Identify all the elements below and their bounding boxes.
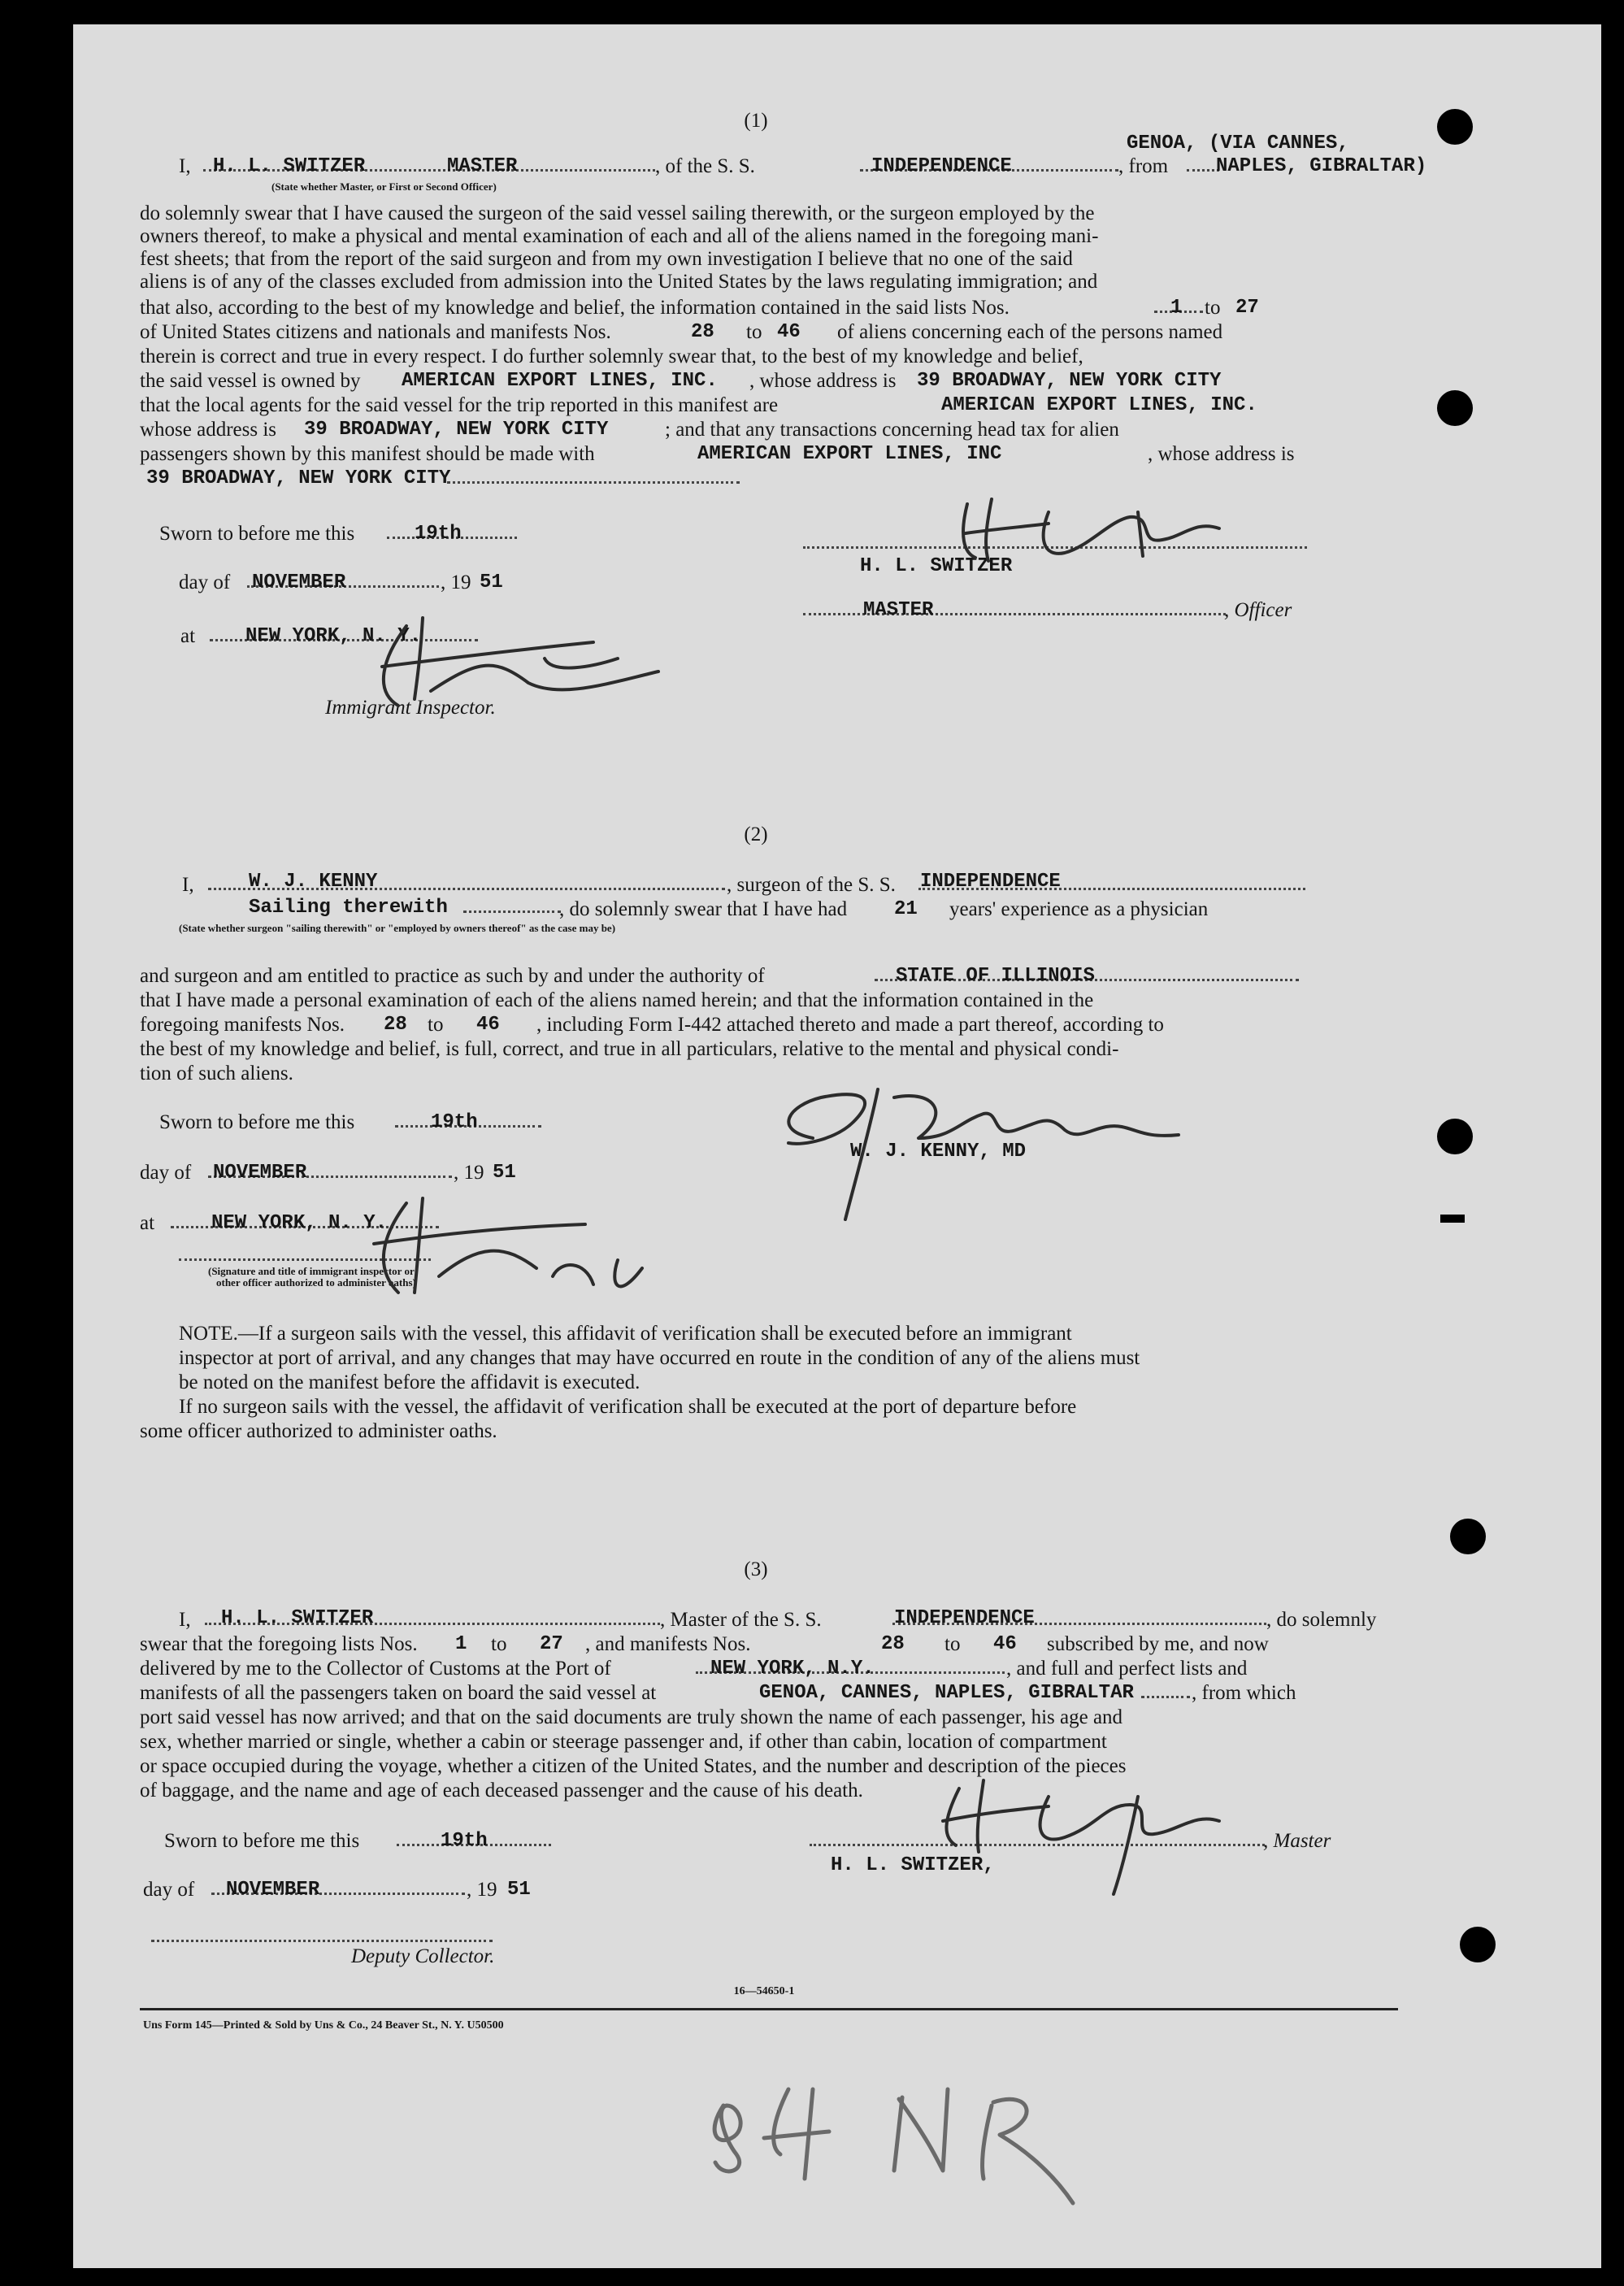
master-signature — [951, 488, 1260, 569]
s3-sworn-day: 19th — [441, 1830, 488, 1852]
section2-heading: (2) — [744, 824, 768, 845]
agents-address: 39 BROADWAY, NEW YORK CITY — [304, 419, 609, 441]
binder-hole — [1460, 1927, 1496, 1962]
s3-text: , and manifests Nos. — [585, 1633, 751, 1655]
s2-text: I, — [182, 874, 194, 896]
s1-text: , from — [1118, 155, 1169, 177]
s1-text: that the local agents for the said vessel for the trip reported in this manifest are — [140, 394, 779, 416]
footer-rule — [140, 2008, 1398, 2010]
s1-sworn-label: Sworn to before me this — [159, 523, 355, 545]
s1-body-line: do solemnly swear that I have caused the surgeon of the said vessel sailing therewith, or the surgeon employed by the — [140, 202, 1095, 224]
master-name: H. L. SWITZER — [213, 155, 366, 177]
collector-caption: Deputy Collector. — [351, 1945, 495, 1967]
handwritten-note — [691, 2057, 1146, 2219]
s1-text: the said vessel is owned by — [140, 370, 361, 392]
s3-signer-name: H. L. SWITZER, — [831, 1854, 995, 1876]
s2-body-line: tion of such aliens. — [140, 1063, 293, 1084]
s1-text: ; and that any transactions concerning head tax for alien — [665, 419, 1119, 441]
s1-text: whose address is — [140, 419, 277, 441]
s2-text: and surgeon and am entitled to practice as such by and under the authority of — [140, 965, 765, 987]
document-page — [73, 24, 1601, 2268]
status-note: (State whether surgeon "sailing therewith" or "employed by owners thereof" as the case may be) — [179, 922, 616, 934]
s3-day-of-label: day of — [143, 1879, 195, 1901]
s2-ship-name: INDEPENDENCE — [920, 871, 1061, 893]
s1-text: passengers shown by this manifest should be made with — [140, 443, 595, 465]
s2-body-line: the best of my knowledge and belief, is full, correct, and true in all particulars, relative to the mental and physical condi- — [140, 1038, 1119, 1060]
officer-label: , Officer — [1224, 599, 1292, 621]
s3-body-line: port said vessel has now arrived; and that on the said documents are truly shown the name of each passenger, his age and — [140, 1706, 1123, 1728]
binder-hole — [1437, 109, 1473, 145]
s1-signer-title: MASTER — [863, 599, 934, 621]
s2-manifests-from: 28 — [384, 1014, 407, 1036]
origin-ports-line2: NAPLES, GIBRALTAR) — [1216, 155, 1427, 177]
manifests-to: 46 — [777, 321, 801, 343]
s3-text: swear that the foregoing lists Nos. — [140, 1633, 418, 1655]
lists-from: 1 — [1170, 297, 1183, 319]
surgeon-name: W. J. KENNY — [249, 871, 378, 893]
s2-text: to — [428, 1014, 444, 1036]
s1-text: I, — [179, 155, 191, 177]
s2-at-label: at — [140, 1212, 155, 1234]
s1-signer-name: H. L. SWITZER — [860, 555, 1013, 577]
s2-year-prefix: , 19 — [454, 1162, 484, 1184]
role-note: (State whether Master, or First or Second Officer) — [271, 180, 497, 193]
s3-text: to — [491, 1633, 507, 1655]
s2-manifests-to: 46 — [476, 1014, 500, 1036]
s2-sworn-label: Sworn to before me this — [159, 1111, 355, 1133]
section1-heading: (1) — [744, 110, 768, 132]
headtax-company: AMERICAN EXPORT LINES, INC — [697, 443, 1002, 465]
s3-ship-name: INDEPENDENCE — [894, 1607, 1035, 1629]
s2-text: , surgeon of the S. S. — [727, 874, 896, 896]
s3-port: NEW YORK, N.Y. — [710, 1658, 875, 1680]
section3-heading: (3) — [744, 1558, 768, 1580]
local-agents: AMERICAN EXPORT LINES, INC. — [941, 394, 1257, 416]
s3-text: delivered by me to the Collector of Customs at the Port of — [140, 1658, 611, 1680]
s3-text: , from which — [1192, 1682, 1296, 1704]
s1-body-line: owners thereof, to make a physical and mental examination of each and all of the aliens named in the foregoing mani- — [140, 225, 1099, 247]
s3-manifests-to: 46 — [993, 1633, 1017, 1655]
s1-text: to — [1205, 297, 1221, 319]
s3-text: , and full and perfect lists and — [1006, 1658, 1248, 1680]
printer-line: Uns Form 145—Printed & Sold by Uns & Co., 24 Beaver St., N. Y. U50500 — [143, 2019, 504, 2032]
s1-sworn-day: 19th — [415, 523, 462, 545]
s2-text: years' experience as a physician — [949, 898, 1209, 920]
surgeon-signature — [756, 1065, 1211, 1228]
s1-text: to — [746, 321, 762, 343]
s3-text: manifests of all the passengers taken on board the said vessel at — [140, 1682, 657, 1704]
s2-month: NOVEMBER — [213, 1162, 307, 1184]
ship-name: INDEPENDENCE — [871, 155, 1012, 177]
origin-ports-line1: GENOA, (VIA CANNES, — [1127, 133, 1349, 154]
s3-sworn-label: Sworn to before me this — [164, 1830, 360, 1852]
s3-manifests-from: 28 — [881, 1633, 905, 1655]
s3-month: NOVEMBER — [226, 1879, 320, 1901]
s3-lists-to: 27 — [540, 1633, 563, 1655]
s3-text: to — [944, 1633, 961, 1655]
s1-year-prefix: , 19 — [441, 572, 471, 593]
s1-text: of aliens concerning each of the persons named — [837, 321, 1223, 343]
surgeon-status: Sailing therewith — [249, 897, 448, 919]
s1-year: 51 — [480, 572, 503, 593]
s1-body-line: therein is correct and true in every respect. I do further solemnly swear that, to the best of my knowledge and belief, — [140, 346, 1083, 367]
form-code: 16—54650-1 — [733, 1985, 795, 1997]
vessel-owner: AMERICAN EXPORT LINES, INC. — [402, 370, 718, 392]
s1-day-of-label: day of — [179, 572, 231, 593]
s3-ports: GENOA, CANNES, NAPLES, GIBRALTAR — [759, 1682, 1134, 1704]
owner-address: 39 BROADWAY, NEW YORK CITY — [917, 370, 1222, 392]
inspector-note: other officer authorized to administer oaths) — [216, 1276, 416, 1289]
s3-text: , Master of the S. S. — [660, 1609, 822, 1631]
master-label: , Master — [1263, 1830, 1331, 1852]
s3-lists-from: 1 — [455, 1633, 467, 1655]
lists-to: 27 — [1235, 297, 1259, 319]
s2-place: NEW YORK, N. Y. — [211, 1212, 388, 1234]
years-experience: 21 — [894, 898, 918, 920]
master-role: MASTER — [447, 155, 518, 177]
s2-sworn-day: 19th — [431, 1111, 478, 1133]
s2-signer-name: W. J. KENNY, MD — [850, 1141, 1027, 1163]
s2-day-of-label: day of — [140, 1162, 192, 1184]
note-line: If no surgeon sails with the vessel, the affidavit of verification shall be executed at the port of departure before — [179, 1396, 1077, 1418]
binder-hole — [1437, 1119, 1473, 1154]
s1-text: of United States citizens and nationals and manifests Nos. — [140, 321, 611, 343]
note-line: NOTE.—If a surgeon sails with the vessel, this affidavit of verification shall be executed before an immigrant — [179, 1323, 1072, 1345]
s1-text: that also, according to the best of my knowledge and belief, the information contained in the said lists Nos. — [140, 297, 1010, 319]
binder-hole — [1450, 1519, 1486, 1554]
s2-text: , including Form I-442 attached thereto and made a part thereof, according to — [536, 1014, 1164, 1036]
s1-place: NEW YORK, N. Y. — [245, 625, 422, 647]
s3-body-line: of baggage, and the name and age of each deceased passenger and the cause of his death. — [140, 1780, 863, 1801]
practice-authority: STATE OF ILLINOIS — [896, 965, 1095, 987]
s3-body-line: sex, whether married or single, whether a cabin or steerage passenger and, if other than cabin, location of compartment — [140, 1731, 1107, 1753]
s3-body-line: or space occupied during the voyage, whether a citizen of the United States, and the number and description of the pieces — [140, 1755, 1127, 1777]
inspector-note: (Signature and title of immigrant inspector or — [208, 1265, 415, 1277]
s3-year: 51 — [507, 1879, 531, 1901]
note-line: inspector at port of arrival, and any changes that may have occurred en route in the condition of any of the aliens must — [179, 1347, 1140, 1369]
s1-body-line: aliens is of any of the classes excluded from admission into the United States by the laws regulating immigration; and — [140, 271, 1098, 293]
s1-text: , whose address is — [749, 370, 897, 392]
s3-text: subscribed by me, and now — [1047, 1633, 1269, 1655]
s2-body-line: that I have made a personal examination of each of the aliens named herein; and that the information contained in the — [140, 989, 1094, 1011]
s1-body-line: fest sheets; that from the report of the said surgeon and from my own investigation I believe that no one of the said — [140, 248, 1073, 270]
note-line: some officer authorized to administer oaths. — [140, 1420, 497, 1442]
s2-text: foregoing manifests Nos. — [140, 1014, 345, 1036]
binder-hole — [1437, 390, 1473, 426]
s2-text: , do solemnly swear that I have had — [559, 898, 848, 920]
s3-master-signature — [910, 1756, 1252, 1902]
s1-month: NOVEMBER — [252, 572, 346, 593]
s1-at-label: at — [180, 625, 196, 647]
s3-text: , do solemnly — [1266, 1609, 1377, 1631]
manifests-from: 28 — [691, 321, 714, 343]
inspector-caption: Immigrant Inspector. — [325, 697, 496, 719]
headtax-address: 39 BROADWAY, NEW YORK CITY — [146, 467, 451, 489]
s2-inspector-signature — [317, 1187, 675, 1309]
s1-text: , whose address is — [1148, 443, 1295, 465]
s3-text: I, — [179, 1609, 191, 1631]
s1-text: , of the S. S. — [655, 155, 755, 177]
binder-mark — [1440, 1215, 1465, 1223]
s3-year-prefix: , 19 — [467, 1879, 497, 1901]
s3-master-name: H. L. SWITZER — [221, 1607, 374, 1629]
s2-year: 51 — [493, 1162, 516, 1184]
inspector-signature — [350, 610, 691, 715]
note-line: be noted on the manifest before the affidavit is executed. — [179, 1371, 640, 1393]
